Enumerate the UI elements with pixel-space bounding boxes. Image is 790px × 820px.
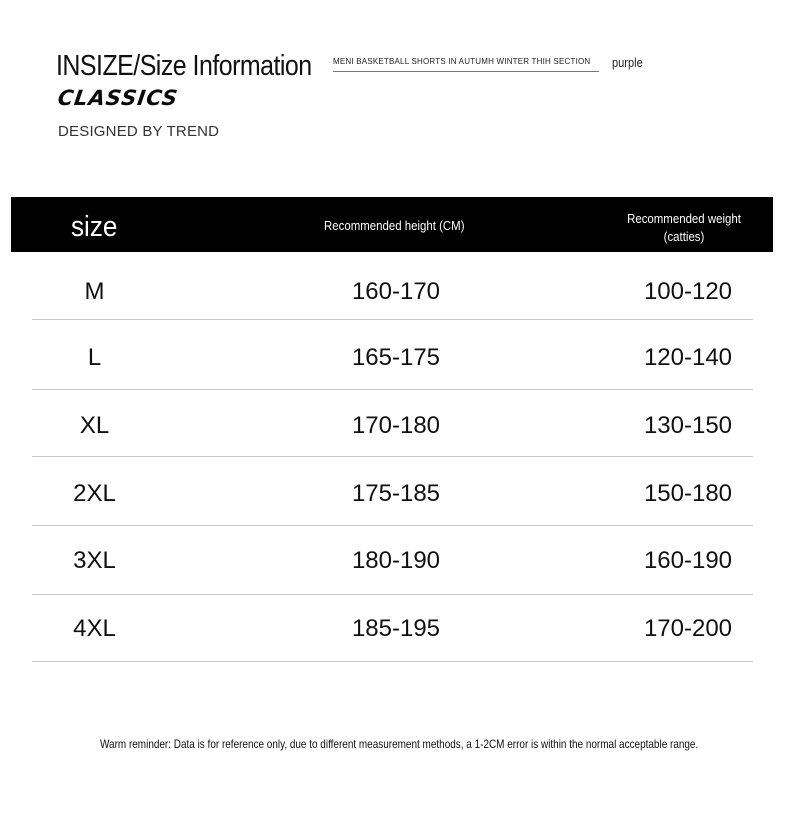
weight-cell: 170-200 bbox=[643, 615, 733, 642]
size-cell: 4XL bbox=[73, 615, 116, 642]
page-title: INSIZE/Size Information bbox=[56, 50, 312, 82]
weight-cell: 160-190 bbox=[643, 547, 733, 574]
height-cell: 160-170 bbox=[351, 278, 441, 305]
size-cell: 2XL bbox=[73, 480, 116, 507]
height-cell: 175-185 bbox=[351, 480, 441, 507]
table-row bbox=[32, 390, 753, 457]
brand-script-logo: CLASSICS bbox=[56, 86, 180, 110]
table-row bbox=[32, 252, 753, 320]
size-cell: L bbox=[87, 344, 102, 371]
table-row bbox=[32, 320, 753, 390]
size-table-header bbox=[11, 197, 773, 252]
column-header-height: Recommended height (CM) bbox=[324, 218, 465, 233]
size-cell: XL bbox=[79, 412, 110, 439]
height-cell: 185-195 bbox=[351, 615, 441, 642]
height-cell: 170-180 bbox=[351, 412, 441, 439]
tagline: DESIGNED BY TREND bbox=[58, 123, 220, 140]
size-cell: M bbox=[84, 278, 105, 305]
column-header-weight-line1: Recommended weight bbox=[627, 211, 741, 226]
weight-cell: 120-140 bbox=[643, 344, 733, 371]
table-row bbox=[32, 526, 753, 595]
weight-cell: 100-120 bbox=[643, 278, 733, 305]
weight-cell: 130-150 bbox=[643, 412, 733, 439]
weight-cell: 150-180 bbox=[643, 480, 733, 507]
height-cell: 165-175 bbox=[351, 344, 441, 371]
product-subtitle: MENI BASKETBALL SHORTS IN AUTUMH WINTER THIH SECTION bbox=[333, 57, 599, 72]
column-header-size: size bbox=[71, 211, 118, 243]
height-cell: 180-190 bbox=[351, 547, 441, 574]
color-label: purple bbox=[612, 55, 643, 70]
table-row bbox=[32, 595, 753, 662]
warm-reminder-note: Warm reminder: Data is for reference only, due to different measurement methods, a 1-2CM error is within the normal acceptable range. bbox=[100, 737, 699, 751]
table-row bbox=[32, 457, 753, 526]
column-header-weight-line2: (catties) bbox=[663, 229, 705, 244]
column-header-weight bbox=[620, 210, 748, 246]
size-cell: 3XL bbox=[73, 547, 116, 574]
